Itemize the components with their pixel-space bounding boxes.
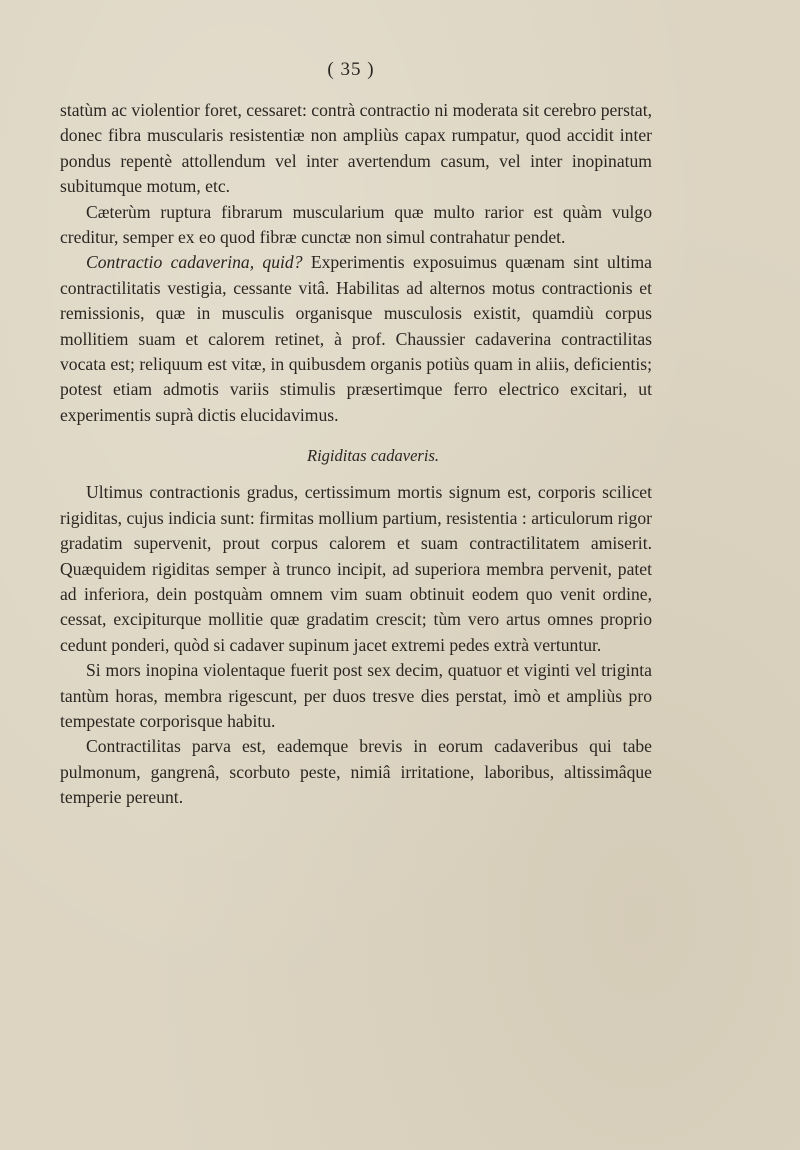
paragraph-lead-italic: Contractio cadaverina, quid? [86, 252, 303, 273]
paragraph-contractilitas-parva: Contractilitas parva est, eademque brevis in eorum cadaveribus qui tabe pulmonum, gangrenâ, scorbuto peste, nimiâ irritatione, laboribus, altissimâque temperie pereunt. [60, 736, 652, 808]
page-number: ( 35 ) [327, 59, 375, 80]
paragraph-contractio-cadaverina [60, 250, 652, 428]
paragraph-rupture-fibrarum: Cæterùm ruptura fibrarum muscularium quæ multo rarior est quàm vulgo creditur, semper ex eo quod fibræ cunctæ non simul contrahatur pendet. [60, 201, 652, 248]
paragraph-ultimus-gradus: Ultimus contractionis gradus, certissimum mortis signum est, corporis scilicet rigiditas, cujus indicia sunt: firmitas mollium partium, resistentia : articulorum rigor gradatim supervenit, prout corpus calorem et suam contractilitatem amiserit. Quæquidem rigiditas semper à trunco incipit, ad superiora membra pervenit, patet ad inferiora, dein postquàm omnem vim suam obtinuit eodem quo venit ordine, cessat, excipiturque mollitie quæ gradatim crescit; tùm vero artus omnes proprio cedunt ponderi, quòd si cadaver supinum jacet extremi pedes extrà vertuntur. [60, 482, 652, 655]
paragraph-mors-inopina: Si mors inopina violentaque fuerit post sex decim, quatuor et viginti vel triginta tantùm horas, membra rigescunt, per duos tresve dies perstat, imò et ampliùs pro tempestate corporisque habitu. [60, 660, 652, 731]
section-heading: Rigiditas cadaveris. [307, 446, 439, 466]
paragraph-continuation: statùm ac violentior foret, cessaret: contrà contractio ni moderata sit cerebro perstat, donec fibra muscularis resistentiæ non ampliùs capax rumpatur, quod accidit inter pondus repentè attollendum vel inter avertendum casum, vel inter inopinatum subitumque motum, etc. [60, 100, 652, 197]
paragraph-body: Experimentis exposuimus quænam sint ultima contractilitatis vestigia, cessante vitâ. Habilitas ad alternos motus contractionis et remissionis, quæ in musculis organisque musculosis existit, quamdiù corpus mollitiem suam et calorem retinet, à prof. Chaussier cadaverina contractilitas vocata est; reliquum est vitæ, in quibusdem organis potiùs quam in aliis, deficientis; potest etiam admotis variis stimulis præsertimque ferro electrico excitari, ut experimentis suprà dictis elucidavimus. [60, 252, 652, 425]
